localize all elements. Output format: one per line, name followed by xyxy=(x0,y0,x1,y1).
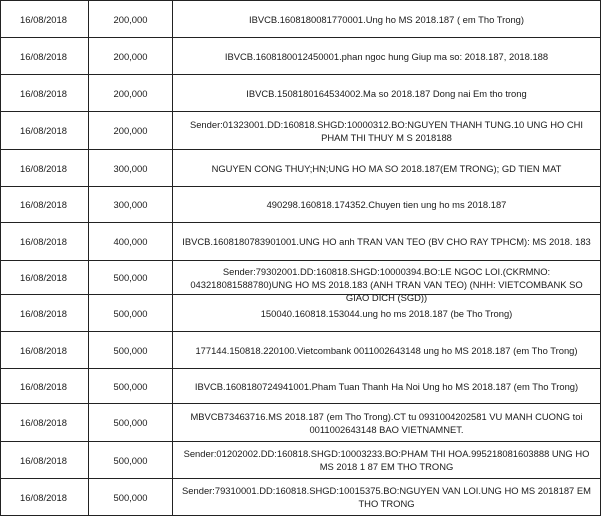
table-row xyxy=(1,295,601,332)
date-cell: 16/08/2018 xyxy=(1,75,89,112)
description-text: Sender:79302001.DD:160818.SHGD:10000394.BO:LE NGOC LOI.(CKRMNO: 043218081588780)UNG HO MS 2018.183 (ANH TRAN VAN TEO) (NHH: VIETCOMBANK SO GIAO DICH (SGD)) xyxy=(190,265,583,303)
amount-cell: 500,000 xyxy=(89,442,173,479)
description-cell: IBVCB.1608180783901001.UNG HO anh TRAN VAN TEO (BV CHO RAY TPHCM): MS 2018. 183 xyxy=(173,223,601,261)
table-row xyxy=(1,223,601,261)
date-cell: 16/08/2018 xyxy=(1,38,89,75)
amount-cell: 200,000 xyxy=(89,38,173,75)
description-cell: IBVCB.1608180012450001.phan ngoc hung Giup ma so: 2018.187, 2018.188 xyxy=(173,38,601,75)
table-row xyxy=(1,38,601,75)
amount-cell: 500,000 xyxy=(89,479,173,516)
date-cell: 16/08/2018 xyxy=(1,1,89,38)
date-cell: 16/08/2018 xyxy=(1,187,89,223)
table-row xyxy=(1,187,601,223)
table-row xyxy=(1,112,601,150)
table-row xyxy=(1,369,601,404)
date-cell: 16/08/2018 xyxy=(1,261,89,295)
table-row xyxy=(1,261,601,295)
amount-cell: 500,000 xyxy=(89,295,173,332)
date-cell: 16/08/2018 xyxy=(1,112,89,150)
date-cell: 16/08/2018 xyxy=(1,369,89,404)
description-cell: IBVCB.1608180724941001.Pham Tuan Thanh Ha Noi Ung ho MS 2018.187 (em Tho Trong) xyxy=(173,369,601,404)
amount-cell: 500,000 xyxy=(89,261,173,295)
amount-cell: 300,000 xyxy=(89,187,173,223)
description-cell: IBVCB.1508180164534002.Ma so 2018.187 Dong nai Em tho trong xyxy=(173,75,601,112)
description-cell: 177144.150818.220100.Vietcombank 0011002643148 ung ho MS 2018.187 (em Tho Trong) xyxy=(173,332,601,369)
description-cell: Sender:01202002.DD:160818.SHGD:10003233.BO:PHAM THI HOA.995218081603888 UNG HO MS 2018 1 87 EM THO TRONG xyxy=(173,442,601,479)
date-cell: 16/08/2018 xyxy=(1,223,89,261)
amount-cell: 500,000 xyxy=(89,332,173,369)
description-cell xyxy=(173,261,601,303)
date-cell: 16/08/2018 xyxy=(1,442,89,479)
amount-cell: 400,000 xyxy=(89,223,173,261)
amount-cell: 300,000 xyxy=(89,150,173,187)
amount-cell: 500,000 xyxy=(89,404,173,442)
table-row xyxy=(1,479,601,516)
description-cell: 150040.160818.153044.ung ho ms 2018.187 (be Tho Trong) xyxy=(173,295,601,332)
amount-cell: 500,000 xyxy=(89,369,173,404)
amount-cell: 200,000 xyxy=(89,112,173,150)
table-row xyxy=(1,1,601,38)
date-cell: 16/08/2018 xyxy=(1,150,89,187)
table-row xyxy=(1,404,601,442)
description-cell: 490298.160818.174352.Chuyen tien ung ho ms 2018.187 xyxy=(173,187,601,223)
description-cell: NGUYEN CONG THUY;HN;UNG HO MA SO 2018.187(EM TRONG); GD TIEN MAT xyxy=(173,150,601,187)
description-cell: Sender:79310001.DD:160818.SHGD:10015375.BO:NGUYEN VAN LOI.UNG HO MS 2018187 EM THO TRONG xyxy=(173,479,601,516)
table-row xyxy=(1,150,601,187)
date-cell: 16/08/2018 xyxy=(1,479,89,516)
date-cell: 16/08/2018 xyxy=(1,295,89,332)
table-row xyxy=(1,332,601,369)
amount-cell: 200,000 xyxy=(89,1,173,38)
date-cell: 16/08/2018 xyxy=(1,404,89,442)
date-cell: 16/08/2018 xyxy=(1,332,89,369)
description-cell: MBVCB73463716.MS 2018.187 (em Tho Trong).CT tu 0931004202581 VU MANH CUONG toi 0011002643148 BAO VIETNAMNET. xyxy=(173,404,601,442)
amount-cell: 200,000 xyxy=(89,75,173,112)
description-cell: IBVCB.1608180081770001.Ung ho MS 2018.187 ( em Tho Trong) xyxy=(173,1,601,38)
table-row xyxy=(1,75,601,112)
description-cell: Sender:01323001.DD:160818.SHGD:10000312.BO:NGUYEN THANH TUNG.10 UNG HO CHI PHAM THI THUY M S 2018188 xyxy=(173,112,601,150)
table-row xyxy=(1,442,601,479)
